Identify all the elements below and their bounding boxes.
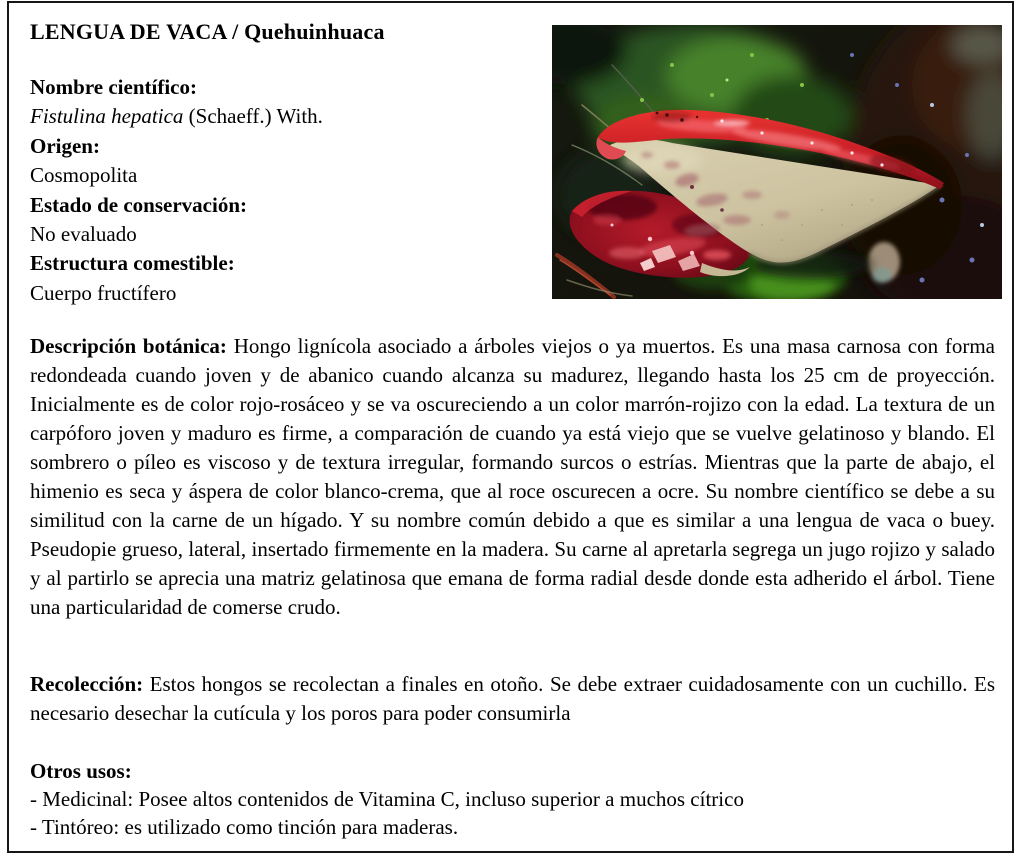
botanical-description-label: Descripción botánica:	[30, 334, 227, 358]
scientific-name-authority: (Schaeff.) With.	[183, 104, 323, 129]
other-uses-heading: Otros usos:	[30, 759, 132, 783]
fact-row	[30, 249, 535, 308]
mushroom-photo-illustration	[552, 25, 1002, 299]
fact-value-origen	[30, 161, 535, 190]
fact-label-origen: Origen:	[30, 133, 100, 158]
fact-label-estado-conservacion: Estado de conservación:	[30, 192, 247, 217]
other-uses-block	[30, 757, 995, 842]
page-title: LENGUA DE VACA / Quehuinhuaca	[30, 19, 385, 44]
fact-value-nombre-cientifico	[30, 102, 535, 131]
fact-row	[30, 73, 535, 132]
harvest-paragraph	[30, 670, 995, 728]
fact-value-estado-conservacion	[30, 220, 535, 249]
fact-row	[30, 191, 535, 250]
fact-text: Cuerpo fructífero	[30, 280, 177, 305]
scientific-name-italic: Fistulina hepatica	[30, 104, 184, 129]
harvest-label: Recolección:	[30, 672, 144, 696]
harvest-text: Estos hongos se recolectan a finales en otoño. Se debe extraer cuidadosamente con un cuchillo. Es necesario desechar la cutícula y los poros para poder consumirla	[30, 672, 996, 725]
fact-value-estructura-comestible	[30, 279, 535, 308]
other-uses-item-medicinal: - Medicinal: Posee altos contenidos de Vitamina C, incluso superior a muchos cítrico	[30, 787, 744, 812]
species-photo	[552, 25, 1002, 299]
botanical-description-text: Hongo lignícola asociado a árboles viejos o ya muertos. Es una masa carnosa con forma redondeada cuando joven y de abanico cuando alcanza su madurez, llegando hasta los 25 cm de proyección. Inicialmente es de color rojo-rosáceo y se va oscureciendo a un color marrón-rojizo con la edad. La textura de un carpóforo joven y maduro es firme, a comparación de cuando ya está viejo que se vuelve gelatinoso y blando. El sombrero o píleo es viscoso y de textura irregular, formando surcos o estrías. Mientras que la parte de abajo, el himenio es seca y áspera de color blanco-crema, que al roce oscurecen a ocre. Su nombre científico se debe a su similitud con la carne de un hígado. Y su nombre común debido a que es similar a una lengua de vaca o buey. Pseudopie grueso, lateral, insertado firmemente en la madera. Su carne al apretarla segrega un jugo rojizo y salado y al partirlo se aprecia una matriz gelatinosa que emana de forma radial desde donde esta adherido el árbol. Tiene una particularidad de comerse crudo.	[30, 334, 996, 619]
fact-label-estructura-comestible: Estructura comestible:	[30, 251, 235, 276]
other-uses-item-tintoreo: - Tintóreo: es utilizado como tinción para maderas.	[30, 815, 459, 840]
fact-row	[30, 132, 535, 191]
fact-text: Cosmopolita	[30, 163, 138, 188]
fact-text: No evaluado	[30, 222, 137, 247]
fact-label-nombre-cientifico: Nombre científico:	[30, 75, 197, 99]
botanical-description-paragraph	[30, 332, 995, 622]
facts-block	[30, 73, 535, 308]
